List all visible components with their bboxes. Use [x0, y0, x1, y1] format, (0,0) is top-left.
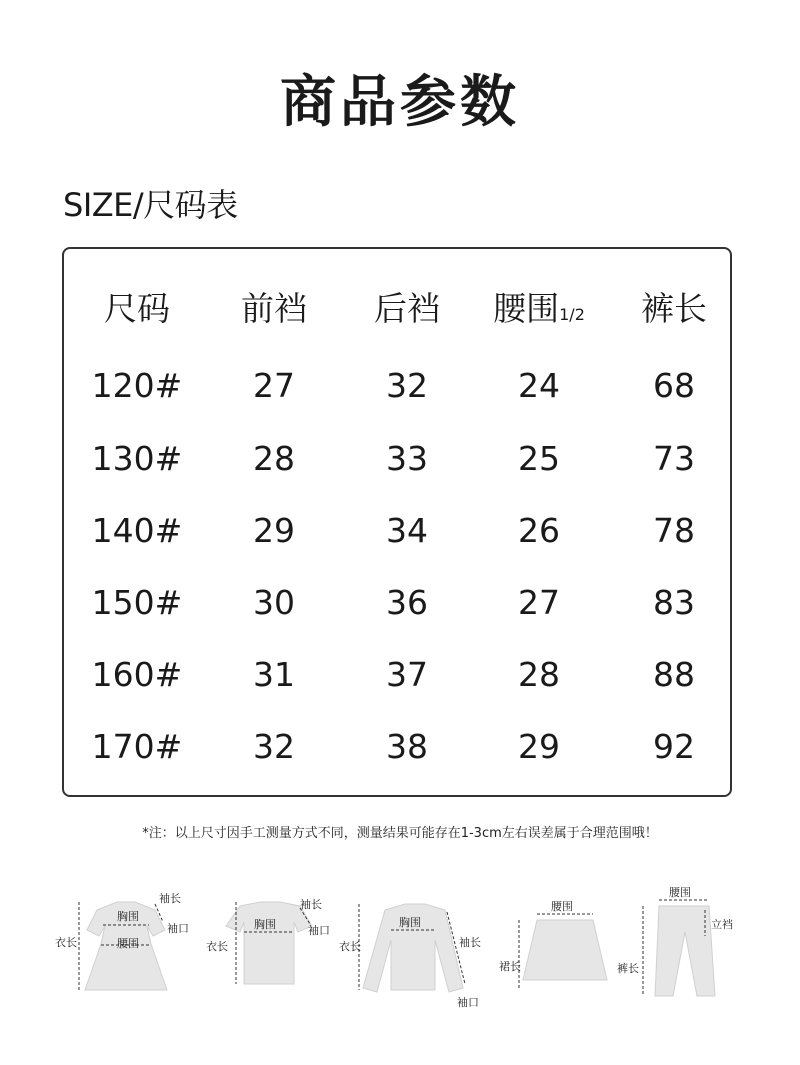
- table-header-row: [64, 284, 730, 334]
- cell-front-rise: 31: [253, 655, 295, 694]
- dress-chest-label: 胸围: [117, 910, 139, 923]
- cell-front-rise: 30: [253, 583, 295, 622]
- page-title: 商品参数: [280, 70, 520, 135]
- table-row: [64, 506, 730, 556]
- cell-pants-length: 73: [653, 439, 695, 478]
- table-row: [64, 361, 730, 411]
- measurement-diagrams: [55, 880, 755, 1030]
- cell-size: 170#: [91, 727, 183, 766]
- cell-pants-length: 83: [653, 583, 695, 622]
- sweater-chest-label: 胸围: [399, 916, 421, 929]
- header-waist-label: 腰围: [493, 289, 560, 328]
- sweater-cuff-label: 袖口: [457, 996, 479, 1009]
- header-waist: [474, 284, 604, 334]
- header-back-rise: 后裆: [374, 289, 440, 328]
- cell-waist: 24: [518, 366, 560, 405]
- size-table: [62, 247, 732, 797]
- sweater-diagram: [339, 880, 495, 1034]
- header-pants-length: 裤长: [641, 289, 707, 328]
- cell-back-rise: 32: [386, 366, 428, 405]
- cell-back-rise: 38: [386, 727, 428, 766]
- dress-length-label: 衣长: [55, 936, 77, 949]
- cell-size: 140#: [91, 511, 183, 550]
- cell-pants-length: 92: [653, 727, 695, 766]
- cell-pants-length: 68: [653, 366, 695, 405]
- dress-cuff-label: 袖口: [167, 922, 189, 935]
- measurement-note: *注：以上尺寸因手工测量方式不同，测量结果可能存在1-3cm左右误差属于合理范围哦！: [142, 826, 658, 841]
- table-row: [64, 650, 730, 700]
- cell-front-rise: 32: [253, 727, 295, 766]
- skirt-waist-label: 腰围: [551, 900, 573, 913]
- cell-size: 150#: [91, 583, 183, 622]
- tshirt-shape: [226, 902, 312, 984]
- section-title: SIZE/尺码表: [63, 186, 238, 224]
- cell-waist: 29: [518, 727, 560, 766]
- dress-waist-label: 腰围: [117, 937, 139, 950]
- header-waist-half: 1/2: [559, 305, 585, 324]
- cell-back-rise: 33: [386, 439, 428, 478]
- cell-back-rise: 34: [386, 511, 428, 550]
- header-size: 尺码: [104, 289, 170, 328]
- cell-size: 130#: [91, 439, 183, 478]
- pants-rise-label: 立裆: [711, 918, 733, 931]
- cell-waist: 25: [518, 439, 560, 478]
- cell-waist: 28: [518, 655, 560, 694]
- pants-diagram: [617, 880, 755, 1034]
- cell-front-rise: 27: [253, 366, 295, 405]
- cell-back-rise: 36: [386, 583, 428, 622]
- tshirt-sleeve-label: 袖长: [300, 898, 322, 911]
- pants-shape: [655, 906, 715, 996]
- table-row: [64, 578, 730, 628]
- header-front-rise: 前裆: [241, 289, 307, 328]
- table-row: [64, 434, 730, 484]
- tshirt-cuff-label: 袖口: [308, 924, 330, 937]
- tshirt-diagram: [200, 880, 340, 1034]
- cell-pants-length: 78: [653, 511, 695, 550]
- cell-size: 120#: [91, 366, 183, 405]
- cell-waist: 26: [518, 511, 560, 550]
- tshirt-chest-label: 胸围: [254, 918, 276, 931]
- pants-waist-label: 腰围: [669, 886, 691, 899]
- skirt-shape: [523, 920, 607, 980]
- cell-waist: 27: [518, 583, 560, 622]
- table-row: [64, 722, 730, 772]
- skirt-diagram: [499, 880, 635, 1034]
- sweater-sleeve-label: 袖长: [459, 936, 481, 949]
- cell-size: 160#: [91, 655, 183, 694]
- cell-front-rise: 29: [253, 511, 295, 550]
- pants-length-label: 裤长: [617, 962, 639, 975]
- sweater-length-label: 衣长: [339, 940, 361, 953]
- dress-sleeve-label: 袖长: [159, 892, 181, 905]
- cell-front-rise: 28: [253, 439, 295, 478]
- dress-diagram: [55, 880, 195, 1034]
- cell-back-rise: 37: [386, 655, 428, 694]
- tshirt-length-label: 衣长: [206, 940, 228, 953]
- skirt-length-label: 裙长: [499, 960, 521, 973]
- cell-pants-length: 88: [653, 655, 695, 694]
